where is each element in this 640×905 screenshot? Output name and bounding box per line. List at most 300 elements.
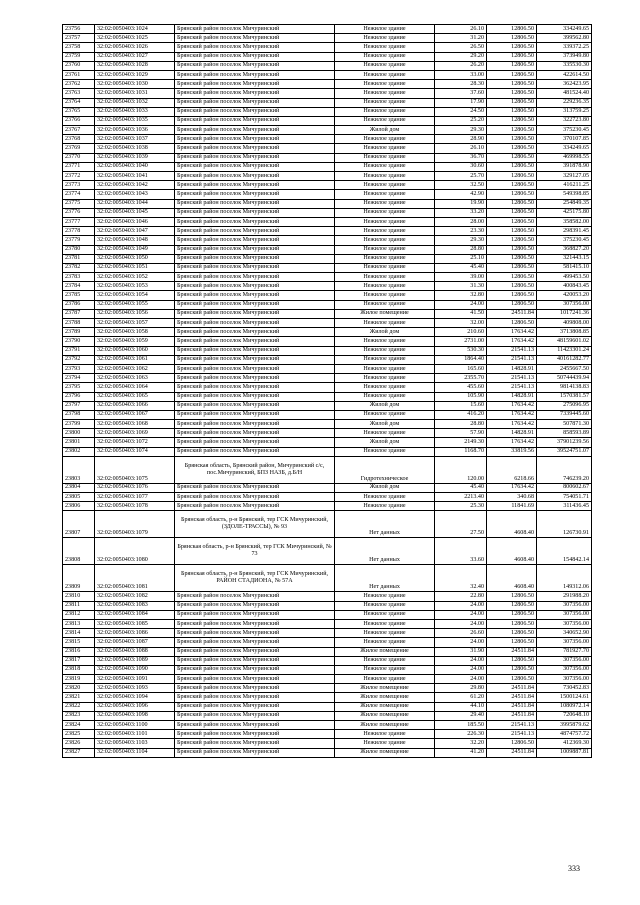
address-cell: Брянский район поселок Мичуринский bbox=[175, 245, 335, 254]
row-number-cell: 23776 bbox=[63, 208, 95, 217]
area-cell: 120.00 bbox=[435, 456, 487, 483]
object-type-cell: Нежилое здание bbox=[335, 383, 435, 392]
row-number-cell: 23769 bbox=[63, 144, 95, 153]
area-cell: 32.00 bbox=[435, 319, 487, 328]
table-row bbox=[63, 107, 592, 116]
area-cell: 25.10 bbox=[435, 254, 487, 263]
cadastral-number-cell: 32:02:0050403:1062 bbox=[95, 364, 175, 373]
cadastral-value-cell: 307356.00 bbox=[537, 665, 592, 674]
area-cell: 33.60 bbox=[435, 538, 487, 565]
table-row bbox=[63, 364, 592, 373]
table-row bbox=[63, 748, 592, 757]
specific-value-cell: 340.68 bbox=[487, 493, 537, 502]
row-number-cell: 23817 bbox=[63, 656, 95, 665]
table-row bbox=[63, 693, 592, 702]
table-row bbox=[63, 638, 592, 647]
cadastral-value-cell: 730452.83 bbox=[537, 684, 592, 693]
area-cell: 24.00 bbox=[435, 638, 487, 647]
cadastral-number-cell: 32:02:0050403:1087 bbox=[95, 638, 175, 647]
row-number-cell: 23772 bbox=[63, 172, 95, 181]
area-cell: 26.10 bbox=[435, 25, 487, 34]
row-number-cell: 23764 bbox=[63, 98, 95, 107]
address-cell: Брянский район поселок Мичуринский bbox=[175, 429, 335, 438]
table-row bbox=[63, 483, 592, 492]
object-type-cell: Нежилое здание bbox=[335, 135, 435, 144]
area-cell: 26.10 bbox=[435, 144, 487, 153]
cadastral-number-cell: 32:02:0050403:1035 bbox=[95, 116, 175, 125]
specific-value-cell: 21541.13 bbox=[487, 730, 537, 739]
specific-value-cell: 12806.50 bbox=[487, 190, 537, 199]
cadastral-number-cell: 32:02:0050403:1045 bbox=[95, 208, 175, 217]
address-cell: Брянский район поселок Мичуринский bbox=[175, 337, 335, 346]
area-cell: 29.20 bbox=[435, 52, 487, 61]
table-row bbox=[63, 291, 592, 300]
specific-value-cell: 17634.42 bbox=[487, 438, 537, 447]
cadastral-number-cell: 32:02:0050403:1091 bbox=[95, 675, 175, 684]
cadastral-number-cell: 32:02:0050403:1094 bbox=[95, 693, 175, 702]
table-row bbox=[63, 502, 592, 511]
cadastral-number-cell: 32:02:0050403:1100 bbox=[95, 721, 175, 730]
cadastral-number-cell: 32:02:0050403:1081 bbox=[95, 565, 175, 592]
table-row bbox=[63, 309, 592, 318]
cadastral-value-cell: 422614.50 bbox=[537, 70, 592, 79]
cadastral-value-cell: 754051.71 bbox=[537, 493, 592, 502]
cadastral-number-cell: 32:02:0050403:1059 bbox=[95, 337, 175, 346]
object-type-cell: Нежилое здание bbox=[335, 217, 435, 226]
table-row bbox=[63, 263, 592, 272]
cadastral-number-cell: 32:02:0050403:1079 bbox=[95, 511, 175, 538]
specific-value-cell: 17634.42 bbox=[487, 410, 537, 419]
row-number-cell: 23787 bbox=[63, 309, 95, 318]
row-number-cell: 23759 bbox=[63, 52, 95, 61]
area-cell: 26.60 bbox=[435, 629, 487, 638]
object-type-cell: Нежилое здание bbox=[335, 619, 435, 628]
cadastral-number-cell: 32:02:0050403:1086 bbox=[95, 629, 175, 638]
area-cell: 41.20 bbox=[435, 748, 487, 757]
object-type-cell: Нежилое здание bbox=[335, 181, 435, 190]
table-row bbox=[63, 665, 592, 674]
address-cell: Брянская область, р-н Брянский, тер ГСК Мичуринский, РАЙОН СТАДИОНА, № 57А bbox=[175, 565, 335, 592]
cadastral-number-cell: 32:02:0050403:1047 bbox=[95, 227, 175, 236]
area-cell: 32.20 bbox=[435, 739, 487, 748]
address-cell: Брянский район поселок Мичуринский bbox=[175, 601, 335, 610]
area-cell: 25.30 bbox=[435, 502, 487, 511]
area-cell: 416.20 bbox=[435, 410, 487, 419]
address-cell: Брянский район поселок Мичуринский bbox=[175, 610, 335, 619]
address-cell: Брянская область, р-н Брянский, тер ГСК Мичуринский, (ЗДОЛЕ-ТРАССЫ), № 93 bbox=[175, 511, 335, 538]
row-number-cell: 23807 bbox=[63, 511, 95, 538]
table-row bbox=[63, 337, 592, 346]
cadastral-value-cell: 425175.80 bbox=[537, 208, 592, 217]
specific-value-cell: 12806.50 bbox=[487, 199, 537, 208]
cadastral-value-cell: 499453.50 bbox=[537, 273, 592, 282]
object-type-cell: Жилой дом bbox=[335, 328, 435, 337]
object-type-cell: Нет данных bbox=[335, 565, 435, 592]
area-cell: 15.60 bbox=[435, 401, 487, 410]
cadastral-value-cell: 800602.67 bbox=[537, 483, 592, 492]
cadastral-value-cell: 322723.80 bbox=[537, 116, 592, 125]
object-type-cell: Жилое помещение bbox=[335, 684, 435, 693]
cadastral-value-cell: 412369.30 bbox=[537, 739, 592, 748]
address-cell: Брянский район поселок Мичуринский bbox=[175, 355, 335, 364]
cadastral-value-cell: 399562.80 bbox=[537, 34, 592, 43]
cadastral-value-cell: 549398.85 bbox=[537, 190, 592, 199]
address-cell: Брянский район поселок Мичуринский bbox=[175, 619, 335, 628]
row-number-cell: 23822 bbox=[63, 702, 95, 711]
object-type-cell: Нежилое здание bbox=[335, 429, 435, 438]
specific-value-cell: 24511.84 bbox=[487, 748, 537, 757]
cadastral-value-cell: 2455667.50 bbox=[537, 364, 592, 373]
area-cell: 31.30 bbox=[435, 282, 487, 291]
row-number-cell: 23802 bbox=[63, 447, 95, 456]
address-cell: Брянский район поселок Мичуринский bbox=[175, 420, 335, 429]
table-row bbox=[63, 601, 592, 610]
table-body bbox=[63, 25, 592, 758]
cadastral-number-cell: 32:02:0050403:1061 bbox=[95, 355, 175, 364]
table-row bbox=[63, 282, 592, 291]
row-number-cell: 23770 bbox=[63, 153, 95, 162]
cadastral-value-cell: 409808.00 bbox=[537, 319, 592, 328]
cadastral-value-cell: 329127.05 bbox=[537, 172, 592, 181]
table-row bbox=[63, 511, 592, 538]
specific-value-cell: 12806.50 bbox=[487, 245, 537, 254]
object-type-cell: Нет данных bbox=[335, 511, 435, 538]
object-type-cell: Нежилое здание bbox=[335, 638, 435, 647]
cadastral-number-cell: 32:02:0050403:1036 bbox=[95, 126, 175, 135]
object-type-cell: Нежилое здание bbox=[335, 364, 435, 373]
table-row bbox=[63, 227, 592, 236]
area-cell: 24.00 bbox=[435, 619, 487, 628]
address-cell: Брянский район поселок Мичуринский bbox=[175, 208, 335, 217]
address-cell: Брянский район поселок Мичуринский bbox=[175, 693, 335, 702]
object-type-cell: Жилое помещение bbox=[335, 309, 435, 318]
address-cell: Брянский район поселок Мичуринский bbox=[175, 144, 335, 153]
row-number-cell: 23761 bbox=[63, 70, 95, 79]
address-cell: Брянский район поселок Мичуринский bbox=[175, 254, 335, 263]
address-cell: Брянский район поселок Мичуринский bbox=[175, 70, 335, 79]
address-cell: Брянский район поселок Мичуринский bbox=[175, 730, 335, 739]
cadastral-number-cell: 32:02:0050403:1058 bbox=[95, 328, 175, 337]
specific-value-cell: 17634.42 bbox=[487, 420, 537, 429]
object-type-cell: Нежилое здание bbox=[335, 629, 435, 638]
table-row bbox=[63, 721, 592, 730]
cadastral-number-cell: 32:02:0050403:1048 bbox=[95, 236, 175, 245]
table-row bbox=[63, 319, 592, 328]
row-number-cell: 23819 bbox=[63, 675, 95, 684]
cadastral-number-cell: 32:02:0050403:1093 bbox=[95, 684, 175, 693]
cadastral-number-cell: 32:02:0050403:1066 bbox=[95, 401, 175, 410]
cadastral-number-cell: 32:02:0050403:1050 bbox=[95, 254, 175, 263]
cadastral-number-cell: 32:02:0050403:1074 bbox=[95, 447, 175, 456]
area-cell: 42.90 bbox=[435, 190, 487, 199]
row-number-cell: 23762 bbox=[63, 80, 95, 89]
specific-value-cell: 12806.50 bbox=[487, 601, 537, 610]
object-type-cell: Жилое помещение bbox=[335, 702, 435, 711]
address-cell: Брянский район поселок Мичуринский bbox=[175, 34, 335, 43]
row-number-cell: 23823 bbox=[63, 711, 95, 720]
area-cell: 24.00 bbox=[435, 601, 487, 610]
specific-value-cell: 21541.13 bbox=[487, 346, 537, 355]
area-cell: 27.50 bbox=[435, 511, 487, 538]
table-row bbox=[63, 181, 592, 190]
specific-value-cell: 12806.50 bbox=[487, 656, 537, 665]
address-cell: Брянский район поселок Мичуринский bbox=[175, 181, 335, 190]
table-row bbox=[63, 135, 592, 144]
row-number-cell: 23773 bbox=[63, 181, 95, 190]
table-row bbox=[63, 254, 592, 263]
row-number-cell: 23809 bbox=[63, 565, 95, 592]
area-cell: 185.50 bbox=[435, 721, 487, 730]
address-cell: Брянский район поселок Мичуринский bbox=[175, 43, 335, 52]
row-number-cell: 23793 bbox=[63, 364, 95, 373]
address-cell: Брянский район поселок Мичуринский bbox=[175, 447, 335, 456]
row-number-cell: 23797 bbox=[63, 401, 95, 410]
specific-value-cell: 12806.50 bbox=[487, 629, 537, 638]
address-cell: Брянский район поселок Мичуринский bbox=[175, 493, 335, 502]
cadastral-value-cell: 420053.20 bbox=[537, 291, 592, 300]
row-number-cell: 23827 bbox=[63, 748, 95, 757]
object-type-cell: Нежилое здание bbox=[335, 739, 435, 748]
area-cell: 23.30 bbox=[435, 227, 487, 236]
specific-value-cell: 24511.84 bbox=[487, 711, 537, 720]
table-row bbox=[63, 245, 592, 254]
cadastral-value-cell: 37901239.56 bbox=[537, 438, 592, 447]
cadastral-value-cell: 746239.20 bbox=[537, 456, 592, 483]
object-type-cell: Жилой дом bbox=[335, 483, 435, 492]
table-row bbox=[63, 43, 592, 52]
address-cell: Брянский район поселок Мичуринский bbox=[175, 89, 335, 98]
specific-value-cell: 12806.50 bbox=[487, 217, 537, 226]
cadastral-value-cell: 375230.45 bbox=[537, 126, 592, 135]
row-number-cell: 23816 bbox=[63, 647, 95, 656]
table-row bbox=[63, 153, 592, 162]
address-cell: Брянский район поселок Мичуринский bbox=[175, 135, 335, 144]
address-cell: Брянский район поселок Мичуринский bbox=[175, 684, 335, 693]
object-type-cell: Нежилое здание bbox=[335, 89, 435, 98]
specific-value-cell: 12806.50 bbox=[487, 34, 537, 43]
address-cell: Брянский район поселок Мичуринский bbox=[175, 291, 335, 300]
specific-value-cell: 12806.50 bbox=[487, 675, 537, 684]
area-cell: 24.00 bbox=[435, 300, 487, 309]
area-cell: 33.20 bbox=[435, 208, 487, 217]
address-cell: Брянский район поселок Мичуринский bbox=[175, 483, 335, 492]
address-cell: Брянский район поселок Мичуринский bbox=[175, 199, 335, 208]
area-cell: 165.60 bbox=[435, 364, 487, 373]
row-number-cell: 23825 bbox=[63, 730, 95, 739]
table-row bbox=[63, 493, 592, 502]
row-number-cell: 23767 bbox=[63, 126, 95, 135]
cadastral-value-cell: 1500124.61 bbox=[537, 693, 592, 702]
address-cell: Брянский район поселок Мичуринский bbox=[175, 502, 335, 511]
table-row bbox=[63, 70, 592, 79]
row-number-cell: 23796 bbox=[63, 392, 95, 401]
area-cell: 25.70 bbox=[435, 172, 487, 181]
page-number: 333 bbox=[568, 864, 580, 873]
address-cell: Брянский район поселок Мичуринский bbox=[175, 675, 335, 684]
object-type-cell: Жилой дом bbox=[335, 126, 435, 135]
object-type-cell: Жилой дом bbox=[335, 401, 435, 410]
row-number-cell: 23794 bbox=[63, 374, 95, 383]
area-cell: 45.40 bbox=[435, 263, 487, 272]
specific-value-cell: 12806.50 bbox=[487, 739, 537, 748]
row-number-cell: 23780 bbox=[63, 245, 95, 254]
cadastral-number-cell: 32:02:0050403:1089 bbox=[95, 656, 175, 665]
address-cell: Брянский район поселок Мичуринский bbox=[175, 80, 335, 89]
cadastral-value-cell: 1017241.36 bbox=[537, 309, 592, 318]
cadastral-value-cell: 321443.15 bbox=[537, 254, 592, 263]
address-cell: Брянский район поселок Мичуринский bbox=[175, 25, 335, 34]
cadastral-number-cell: 32:02:0050403:1052 bbox=[95, 273, 175, 282]
row-number-cell: 23757 bbox=[63, 34, 95, 43]
cadastral-value-cell: 781927.70 bbox=[537, 647, 592, 656]
area-cell: 32.50 bbox=[435, 181, 487, 190]
cadastral-number-cell: 32:02:0050403:1030 bbox=[95, 80, 175, 89]
address-cell: Брянский район поселок Мичуринский bbox=[175, 364, 335, 373]
cadastral-value-cell: 307356.00 bbox=[537, 675, 592, 684]
cadastral-number-cell: 32:02:0050403:1040 bbox=[95, 162, 175, 171]
cadastral-number-cell: 32:02:0050403:1082 bbox=[95, 592, 175, 601]
cadastral-value-cell: 275096.95 bbox=[537, 401, 592, 410]
table-row bbox=[63, 98, 592, 107]
row-number-cell: 23756 bbox=[63, 25, 95, 34]
address-cell: Брянский район поселок Мичуринский bbox=[175, 319, 335, 328]
table-row bbox=[63, 438, 592, 447]
cadastral-value-cell: 858593.89 bbox=[537, 429, 592, 438]
cadastral-value-cell: 507871.30 bbox=[537, 420, 592, 429]
area-cell: 2213.40 bbox=[435, 493, 487, 502]
cadastral-value-table bbox=[62, 24, 592, 758]
address-cell: Брянский район поселок Мичуринский bbox=[175, 748, 335, 757]
address-cell: Брянский район поселок Мичуринский bbox=[175, 410, 335, 419]
specific-value-cell: 33819.56 bbox=[487, 447, 537, 456]
address-cell: Брянский район поселок Мичуринский bbox=[175, 739, 335, 748]
table-row bbox=[63, 25, 592, 34]
address-cell: Брянский район поселок Мичуринский bbox=[175, 702, 335, 711]
table-row bbox=[63, 144, 592, 153]
specific-value-cell: 17634.42 bbox=[487, 337, 537, 346]
specific-value-cell: 12806.50 bbox=[487, 126, 537, 135]
row-number-cell: 23785 bbox=[63, 291, 95, 300]
area-cell: 17.90 bbox=[435, 98, 487, 107]
area-cell: 29.30 bbox=[435, 236, 487, 245]
cadastral-value-cell: 126730.91 bbox=[537, 511, 592, 538]
cadastral-number-cell: 32:02:0050403:1049 bbox=[95, 245, 175, 254]
row-number-cell: 23760 bbox=[63, 61, 95, 70]
cadastral-number-cell: 32:02:0050403:1085 bbox=[95, 619, 175, 628]
object-type-cell: Нежилое здание bbox=[335, 52, 435, 61]
area-cell: 2149.30 bbox=[435, 438, 487, 447]
row-number-cell: 23781 bbox=[63, 254, 95, 263]
object-type-cell: Жилой дом bbox=[335, 438, 435, 447]
area-cell: 24.00 bbox=[435, 675, 487, 684]
specific-value-cell: 4608.40 bbox=[487, 511, 537, 538]
row-number-cell: 23821 bbox=[63, 693, 95, 702]
row-number-cell: 23765 bbox=[63, 107, 95, 116]
row-number-cell: 23786 bbox=[63, 300, 95, 309]
object-type-cell: Нежилое здание bbox=[335, 502, 435, 511]
area-cell: 36.70 bbox=[435, 153, 487, 162]
cadastral-value-cell: 581415.10 bbox=[537, 263, 592, 272]
cadastral-value-cell: 375230.45 bbox=[537, 236, 592, 245]
address-cell: Брянский район поселок Мичуринский bbox=[175, 217, 335, 226]
specific-value-cell: 12806.50 bbox=[487, 319, 537, 328]
cadastral-value-cell: 4874757.72 bbox=[537, 730, 592, 739]
address-cell: Брянский район поселок Мичуринский bbox=[175, 227, 335, 236]
address-cell: Брянский район поселок Мичуринский bbox=[175, 52, 335, 61]
address-cell: Брянский район поселок Мичуринский bbox=[175, 374, 335, 383]
object-type-cell: Нежилое здание bbox=[335, 346, 435, 355]
cadastral-number-cell: 32:02:0050403:1039 bbox=[95, 153, 175, 162]
cadastral-value-cell: 469998.55 bbox=[537, 153, 592, 162]
cadastral-number-cell: 32:02:0050403:1096 bbox=[95, 702, 175, 711]
object-type-cell: Нежилое здание bbox=[335, 319, 435, 328]
specific-value-cell: 12806.50 bbox=[487, 610, 537, 619]
address-cell: Брянская область, р-н Брянский, тер ГСК Мичуринский, № 73 bbox=[175, 538, 335, 565]
cadastral-value-cell: 391878.90 bbox=[537, 162, 592, 171]
address-cell: Брянский район поселок Мичуринский bbox=[175, 721, 335, 730]
specific-value-cell: 12806.50 bbox=[487, 181, 537, 190]
cadastral-value-cell: 9814138.83 bbox=[537, 383, 592, 392]
cadastral-number-cell: 32:02:0050403:1069 bbox=[95, 429, 175, 438]
table-row bbox=[63, 410, 592, 419]
area-cell: 19.90 bbox=[435, 199, 487, 208]
row-number-cell: 23792 bbox=[63, 355, 95, 364]
object-type-cell: Нежилое здание bbox=[335, 291, 435, 300]
object-type-cell: Нежилое здание bbox=[335, 43, 435, 52]
area-cell: 25.20 bbox=[435, 116, 487, 125]
cadastral-value-cell: 335530.30 bbox=[537, 61, 592, 70]
cadastral-value-cell: 307356.00 bbox=[537, 610, 592, 619]
area-cell: 24.50 bbox=[435, 107, 487, 116]
specific-value-cell: 24511.84 bbox=[487, 647, 537, 656]
area-cell: 44.10 bbox=[435, 702, 487, 711]
row-number-cell: 23801 bbox=[63, 438, 95, 447]
cadastral-number-cell: 32:02:0050403:1041 bbox=[95, 172, 175, 181]
row-number-cell: 23768 bbox=[63, 135, 95, 144]
object-type-cell: Нежилое здание bbox=[335, 98, 435, 107]
area-cell: 39.00 bbox=[435, 273, 487, 282]
specific-value-cell: 12806.50 bbox=[487, 638, 537, 647]
address-cell: Брянский район поселок Мичуринский bbox=[175, 309, 335, 318]
table-row bbox=[63, 702, 592, 711]
object-type-cell: Нежилое здание bbox=[335, 610, 435, 619]
area-cell: 29.80 bbox=[435, 684, 487, 693]
row-number-cell: 23799 bbox=[63, 420, 95, 429]
cadastral-value-cell: 1009887.81 bbox=[537, 748, 592, 757]
cadastral-number-cell: 32:02:0050403:1027 bbox=[95, 52, 175, 61]
specific-value-cell: 17634.42 bbox=[487, 328, 537, 337]
cadastral-value-cell: 307356.00 bbox=[537, 656, 592, 665]
specific-value-cell: 6218.66 bbox=[487, 456, 537, 483]
specific-value-cell: 12806.50 bbox=[487, 135, 537, 144]
address-cell: Брянский район поселок Мичуринский bbox=[175, 346, 335, 355]
table-row bbox=[63, 610, 592, 619]
row-number-cell: 23812 bbox=[63, 610, 95, 619]
object-type-cell: Нежилое здание bbox=[335, 675, 435, 684]
row-number-cell: 23758 bbox=[63, 43, 95, 52]
area-cell: 24.00 bbox=[435, 610, 487, 619]
row-number-cell: 23804 bbox=[63, 483, 95, 492]
address-cell: Брянский район поселок Мичуринский bbox=[175, 383, 335, 392]
area-cell: 455.60 bbox=[435, 383, 487, 392]
row-number-cell: 23782 bbox=[63, 263, 95, 272]
cadastral-value-cell: 1570381.57 bbox=[537, 392, 592, 401]
address-cell: Брянский район поселок Мичуринский bbox=[175, 263, 335, 272]
row-number-cell: 23779 bbox=[63, 236, 95, 245]
specific-value-cell: 12806.50 bbox=[487, 89, 537, 98]
area-cell: 32.80 bbox=[435, 291, 487, 300]
address-cell: Брянский район поселок Мичуринский bbox=[175, 190, 335, 199]
